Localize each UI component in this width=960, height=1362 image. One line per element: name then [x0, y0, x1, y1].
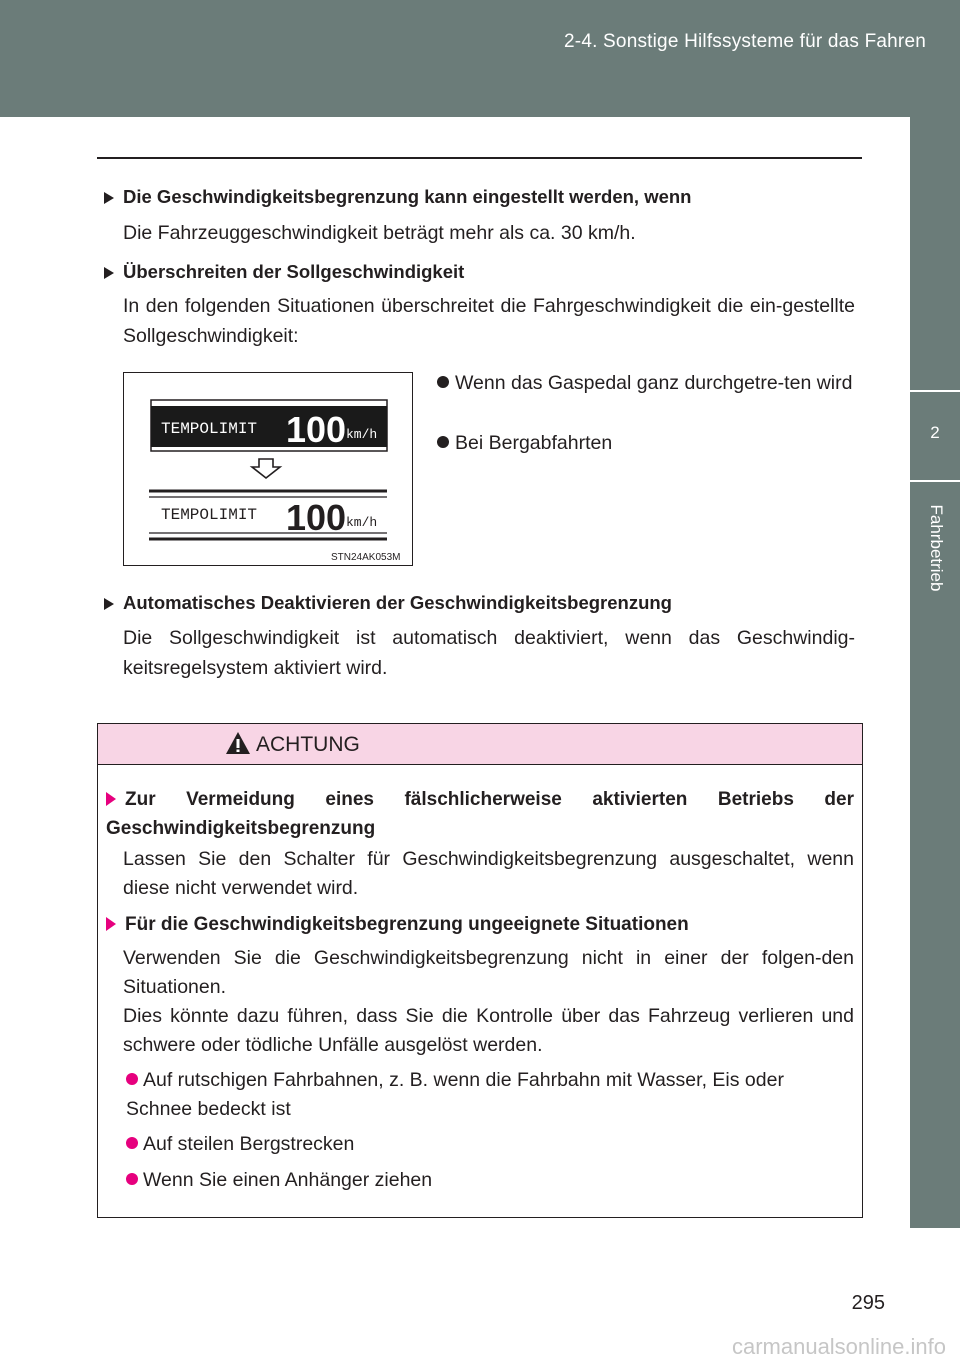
warning-triangle-icon — [225, 731, 251, 755]
watermark: carmanualsonline.info — [731, 1334, 946, 1359]
section-title: 2-4. Sonstige Hilfssysteme für das Fahren — [564, 31, 926, 52]
chapter-number-box — [910, 390, 960, 482]
warning-item-heading: Zur Vermeidung eines fälschlicherweise aktivierten Betriebs der Geschwindigkeitsbegrenzung — [106, 789, 854, 839]
page-number: 295 — [851, 1292, 885, 1314]
bullet-dot-icon — [126, 1073, 138, 1085]
bullet-triangle-icon — [106, 917, 116, 931]
section-text: Die Sollgeschwindigkeit ist automatisch deaktiviert, wenn das Geschwindig-keitsregelsystem aktiviert wird. — [123, 627, 855, 679]
bullet-triangle-icon — [104, 267, 114, 279]
bullet-triangle-icon — [104, 192, 114, 204]
list-item: Auf steilen Bergstrecken — [126, 1130, 854, 1159]
list-item: Wenn Sie einen Anhänger ziehen — [126, 1166, 854, 1195]
section-heading: Die Geschwindigkeitsbegrenzung kann eingestellt werden, wenn — [104, 186, 691, 208]
bullet-dot-icon — [126, 1137, 138, 1149]
display-speed-unit: km/h — [346, 515, 378, 530]
bullet-dot-icon — [437, 376, 449, 388]
bullet-triangle-icon — [104, 598, 114, 610]
display-speed-value: 100 — [286, 497, 347, 538]
warning-title: ACHTUNG — [256, 733, 360, 756]
display-mode-label: TEMPOLIMIT — [161, 420, 258, 438]
display-speed-unit: km/h — [346, 427, 378, 442]
bullet-dot-icon — [437, 436, 449, 448]
chapter-number: 2 — [930, 423, 940, 442]
speed-display-illustration — [124, 373, 411, 564]
list-item: Wenn das Gaspedal ganz durchgetre-ten wird — [437, 368, 857, 398]
warning-item-text: Dies könnte dazu führen, dass Sie die Kontrolle über das Fahrzeug verlieren und schwere oder tödliche Unfälle ausgelöst werden. — [123, 1005, 854, 1056]
section-heading: Überschreiten der Sollgeschwindigkeit — [104, 261, 464, 283]
chapter-tab — [908, 117, 960, 1228]
warning-item-text: Lassen Sie den Schalter für Geschwindigkeitsbegrenzung ausgeschaltet, wenn diese nicht verwendet wird. — [123, 848, 854, 899]
header-band — [0, 0, 960, 117]
display-mode-label: TEMPOLIMIT — [161, 506, 258, 524]
list-item: Bei Bergabfahrten — [437, 428, 857, 458]
display-speed-value: 100 — [286, 409, 347, 450]
speed-display-figure — [123, 372, 413, 566]
bullet-dot-icon — [126, 1173, 138, 1185]
warning-item-text: Verwenden Sie die Geschwindigkeitsbegrenzung nicht in einer der folgen-den Situationen. — [123, 947, 854, 998]
section-text: In den folgenden Situationen überschreitet die Fahrgeschwindigkeit die ein-gestellte Sollgeschwindigkeit: — [123, 295, 855, 347]
list-item: Auf rutschigen Fahrbahnen, z. B. wenn die Fahrbahn mit Wasser, Eis oder Schnee bedeckt ist — [126, 1069, 784, 1120]
warning-item-heading: Für die Geschwindigkeitsbegrenzung ungeeignete Situationen — [106, 910, 854, 939]
top-rule — [97, 157, 862, 159]
chapter-label: Fahrbetrieb — [927, 504, 946, 592]
section-text: Die Fahrzeuggeschwindigkeit beträgt mehr als ca. 30 km/h. — [123, 222, 636, 244]
section-heading: Automatisches Deaktivieren der Geschwindigkeitsbegrenzung — [104, 592, 672, 614]
figure-code: STN24AK053M — [331, 552, 401, 563]
bullet-triangle-icon — [106, 792, 116, 806]
arrow-down-icon — [252, 459, 280, 478]
warning-header — [98, 724, 862, 765]
chapter-tab-divider — [908, 117, 910, 1228]
